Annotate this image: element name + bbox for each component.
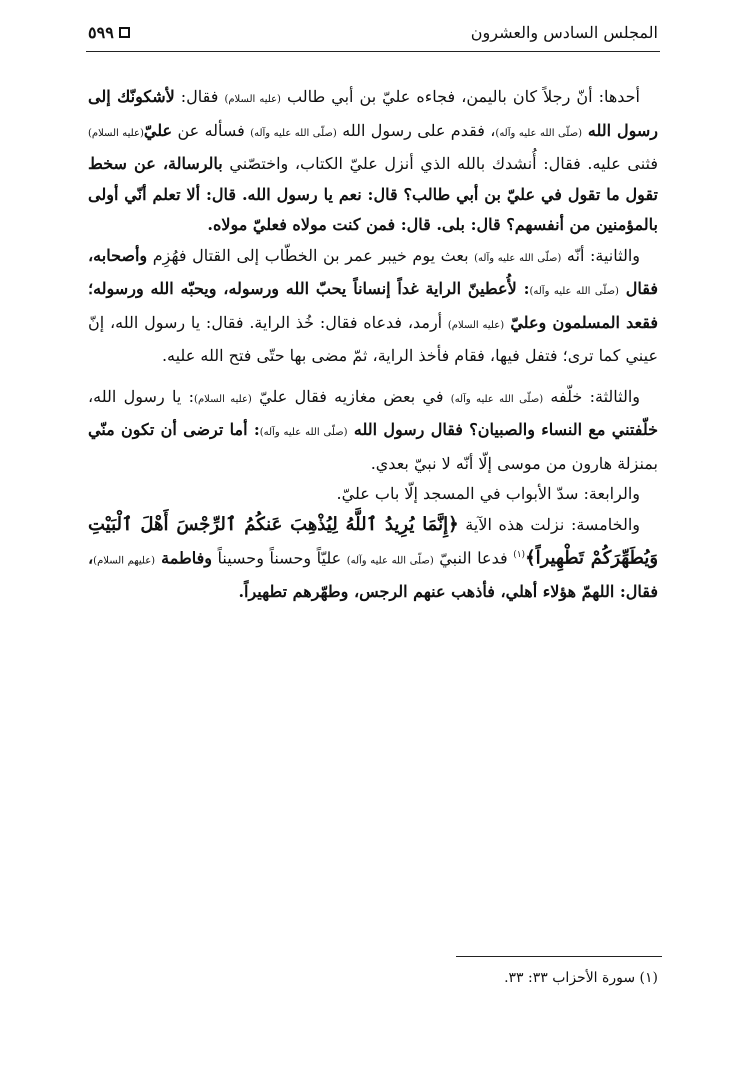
salutation-prophet: (صلّى الله عليه وآله) <box>474 252 562 264</box>
salutation-prophet: (صلّى الله عليه وآله) <box>495 127 583 139</box>
text-run: أرمد، فدعاه فقال: خُذ الراية. فقال: يا <box>185 312 448 332</box>
salutation-ahl: (عليهم السلام) <box>93 555 156 567</box>
text-run-bold: ورسوله؛ فقعد المسلمون وعليّ <box>88 279 659 332</box>
text-run: عليّاً وحسناً وحسيناً <box>211 548 347 568</box>
text-run-bold: خلّفتني مع النساء والصبيان؟ فقال رسول الله <box>347 420 659 439</box>
salutation-prophet: (صلّى الله عليه وآله) <box>259 427 348 438</box>
text-run-bold: بالرسالة، عن سخط تقول ما تقول في عليّ بن أبي طالب؟ قال: نعم يا رسول الله. قال: <box>88 154 658 204</box>
text-run: والخامسة: نزلت هذه الآية <box>458 514 640 534</box>
paragraph-second <box>88 241 658 372</box>
text-run-bold: عليّ <box>143 120 173 140</box>
text-run-bold: لأشكونّك إلى رسول الله <box>88 87 658 140</box>
salutation-prophet: (صلّى الله عليه وآله) <box>250 127 337 139</box>
paragraph-third <box>88 382 658 480</box>
header-divider <box>86 51 660 52</box>
text-run-bold: : أما ترضى أن تكون منّي <box>88 420 260 439</box>
text-run: فثنى عليه. فقال: أُنشدك بالله الذي أنزل عليّ الكتاب، واختصّني <box>222 154 658 173</box>
text-run: فقال: <box>174 87 225 106</box>
salutation-ali: (عليه السلام) <box>447 319 505 331</box>
text-run-bold: ألا تعلم أنّي أولى بالمؤمنين من أنفسهم؟ قال: بلى. قال: فمن كنت مولاه فعليّ مولاه. <box>88 184 658 234</box>
main-text <box>88 82 658 607</box>
paragraph-fifth <box>88 510 658 608</box>
salutation-prophet: (صلّى الله عليه وآله) <box>450 393 544 405</box>
text-run: : يا رسول الله، <box>88 386 195 406</box>
salutation-ali: (عليه السلام) <box>194 393 252 405</box>
text-run-bold: وفاطمة <box>155 548 212 568</box>
text-run-bold: ، فقال: اللهمّ هؤلاء أهلي، فأذهب عنهم الرجس، وطهّرهم تطهيراً. <box>88 548 658 601</box>
text-run: بمنزلة هارون من موسى إلّا أنّه لا نبيّ بعدي. <box>370 453 658 473</box>
paragraph-first <box>88 82 658 241</box>
salutation-ali: (عليه السلام) <box>88 127 144 139</box>
page-number: ٥٩٩ <box>88 22 114 42</box>
text-run: والثالثة: خلّفه <box>543 386 641 406</box>
text-run: في بعض مغازيه فقال عليّ <box>251 386 451 406</box>
text-run: فسأله عن <box>172 120 251 140</box>
text-run: والرابعة: سدّ الأبواب في المسجد إلّا باب عليّ. <box>336 484 640 503</box>
text-run: عليه. <box>161 346 196 365</box>
footnote-divider <box>456 956 662 957</box>
footnote: (١) سورة الأحزاب ٣٣: ٣٣. <box>504 970 658 986</box>
text-run: فدعا النبيّ <box>433 548 514 568</box>
chapter-title: المجلس السادس والعشرون <box>470 22 658 42</box>
text-run: أحدها: أنّ رجلاً كان باليمن، فجاءه عليّ بن أبي طالب <box>280 87 641 106</box>
page-number-group <box>88 23 130 42</box>
text-run: بعث يوم خيبر عمر بن الخطّاب إلى القتال فهُزِم <box>147 245 475 265</box>
text-run: رسول الله، إنّ عيني كما ترى؛ فتفل فيها، فقام فأخذ الراية، ثمّ مضى بها حتّى فتح الله <box>88 312 658 365</box>
footnote-marker[interactable]: (١) <box>513 550 526 560</box>
page-header <box>88 18 658 46</box>
salutation-ali: (عليه السلام) <box>224 94 281 105</box>
square-icon <box>119 27 130 38</box>
quran-verse: ﴿إِنَّمَا يُرِيدُ ٱللَّهُ لِيُذْهِبَ عَنكُمُ ٱلرِّجْسَ أَهْلَ ٱلْبَيْتِ وَيُطَهِّرَكُمْ تَطْهِيراً﴾ <box>88 513 659 569</box>
text-run-bold: : لأُعطينّ الراية غداً إنساناً يحبّ الله ورسوله، ويحبّه الله <box>143 279 530 298</box>
salutation-prophet: (صلّى الله عليه وآله) <box>529 286 619 297</box>
paragraph-fourth <box>88 479 658 510</box>
text-run: والثانية: أنّه <box>561 245 640 265</box>
text-run-bold: وأصحابه، فقال <box>88 245 658 298</box>
salutation-prophet: (صلّى الله عليه وآله) <box>346 555 434 567</box>
text-run: ، فقدم على رسول الله <box>336 120 496 140</box>
